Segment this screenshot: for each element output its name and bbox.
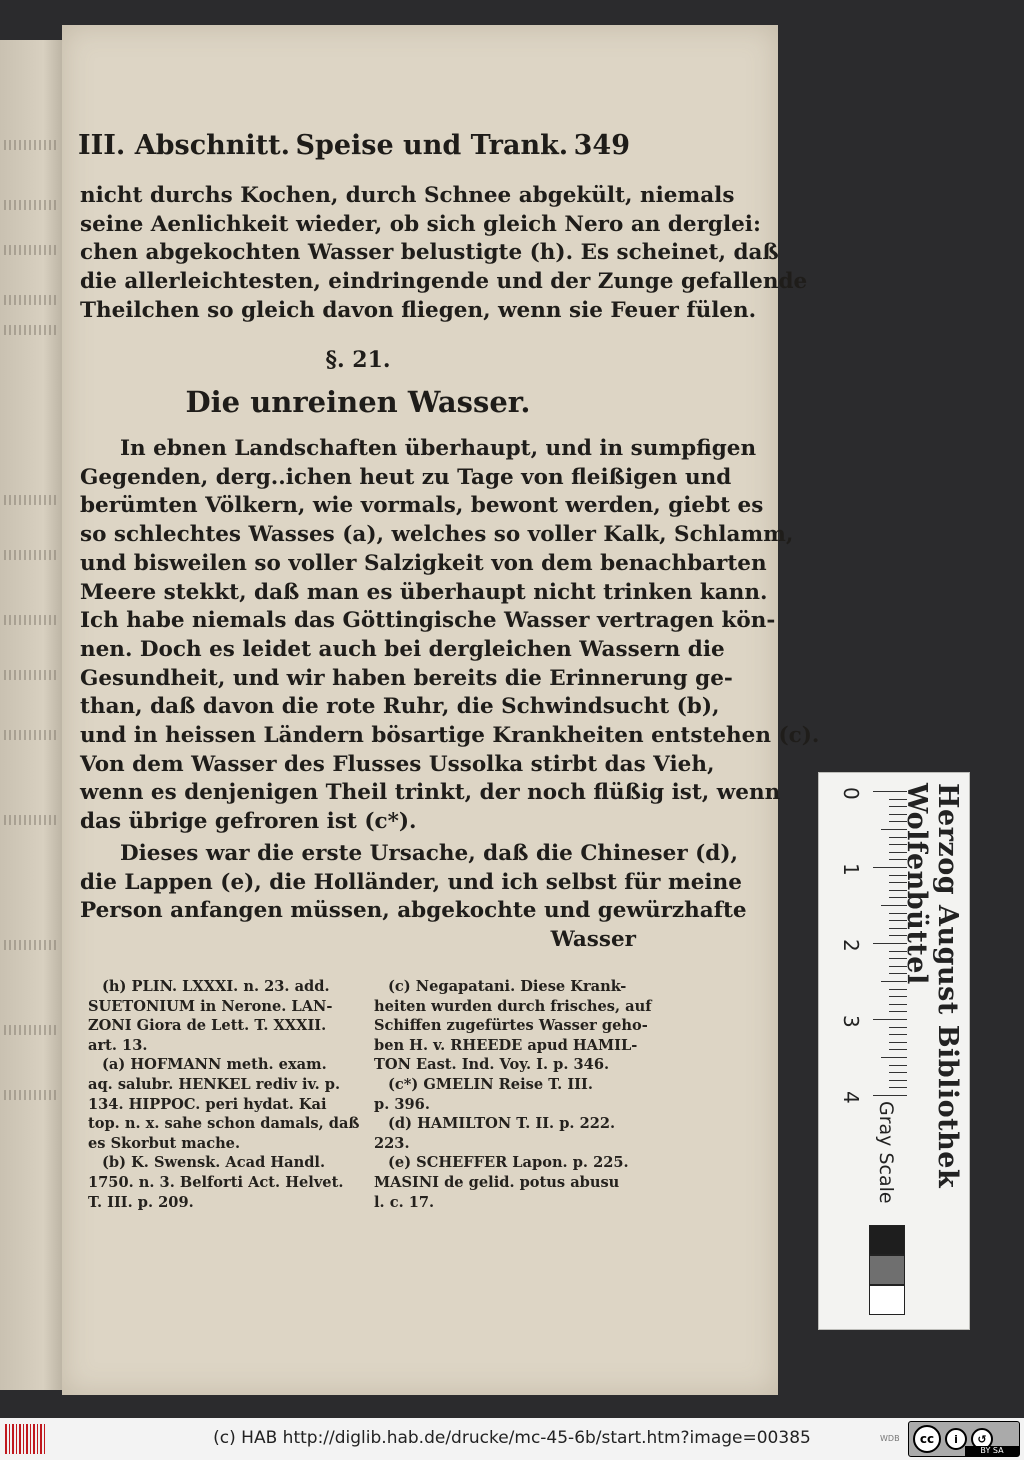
wdb-label: WDB bbox=[880, 1434, 900, 1443]
text-line: In ebnen Landschaften überhaupt, und in sumpfigen bbox=[120, 436, 757, 461]
ruler-tick bbox=[873, 1019, 907, 1020]
text-line: berümten Völkern, wie vormals, bewont werden, giebt es bbox=[80, 493, 764, 519]
footnote-line: aq. salubr. HENKEL rediv iv. p. bbox=[88, 1075, 341, 1093]
footnote-line: art. 13. bbox=[88, 1036, 148, 1054]
text-line: nicht durchs Kochen, durch Schnee abgekült, niemals bbox=[80, 183, 735, 208]
ruler-tick bbox=[873, 1095, 907, 1096]
ruler-tick bbox=[889, 1034, 907, 1035]
cc-icon: cc bbox=[913, 1425, 941, 1453]
credit-link[interactable]: (c) HAB http://diglib.hab.de/drucke/mc-45-6b/start.htm?image=00385 bbox=[213, 1428, 811, 1448]
text-line: seine Aenlichkeit wieder, ob sich gleich Nero an derglei: bbox=[80, 211, 761, 237]
footnote-line: (a) HOFMANN meth. exam. bbox=[102, 1056, 327, 1074]
footnote-line: 1750. n. 3. Belforti Act. Helvet. bbox=[88, 1173, 344, 1191]
text-line: und in heissen Ländern bösartige Krankheiten entstehen (c). bbox=[80, 723, 820, 749]
ruler-number: 2 bbox=[839, 939, 863, 952]
scale-bar bbox=[818, 772, 970, 1330]
ruler-number: 1 bbox=[839, 863, 863, 876]
gray-swatches bbox=[869, 1225, 905, 1315]
section-title: Die unreinen Wasser. bbox=[185, 385, 531, 419]
catchword: Wasser bbox=[550, 927, 636, 953]
text-line: Von dem Wasser des Flusses Ussolka stirbt das Vieh, bbox=[80, 751, 715, 777]
text-line: Gesundheit, und wir haben bereits die Erinnerung ge- bbox=[80, 665, 733, 691]
footnote-line: heiten wurden durch frisches, auf bbox=[374, 997, 652, 1015]
footnote-line: SUETONIUM in Nerone. LAN- bbox=[88, 997, 333, 1015]
text-line: Ich habe niemals das Göttingische Wasser vertragen kön- bbox=[80, 608, 776, 634]
paragraph bbox=[80, 435, 820, 837]
ruler-number: 0 bbox=[839, 787, 863, 800]
footnote-line: T. III. p. 209. bbox=[88, 1193, 194, 1211]
ruler-number: 3 bbox=[839, 1015, 863, 1028]
text-line: nen. Doch es leidet auch bei dergleichen Wassern die bbox=[80, 636, 725, 662]
text-line: das übrige gefroren ist (c*). bbox=[80, 809, 417, 835]
ruler-tick bbox=[889, 1049, 907, 1050]
paragraph-continued bbox=[80, 182, 808, 326]
footnote-line: (e) SCHEFFER Lapon. p. 225. bbox=[388, 1154, 629, 1172]
text-line: die Lappen (e), die Holländer, und ich selbst für meine bbox=[80, 869, 742, 895]
chapter-heading: III. Abschnitt. bbox=[78, 130, 291, 161]
ruler-tick bbox=[889, 1065, 907, 1066]
gray-scale-label: Gray Scale bbox=[875, 1101, 897, 1204]
cc-license-badge[interactable] bbox=[908, 1421, 1020, 1457]
library-name: Herzog August Bibliothek Wolfenbüttel bbox=[901, 783, 963, 1189]
ruler-tick bbox=[889, 1011, 907, 1012]
footnote-line: 134. HIPPOC. peri hydat. Kai bbox=[88, 1095, 327, 1113]
ruler-tick bbox=[889, 1072, 907, 1073]
text-line: wenn es denjenigen Theil trinkt, der noch flüßig ist, wenn bbox=[80, 780, 781, 806]
section-number: §. 21. bbox=[325, 347, 391, 373]
text-line: und bisweilen so voller Salzigkeit von dem benachbarten bbox=[80, 550, 767, 576]
footnote-line: l. c. 17. bbox=[374, 1193, 435, 1211]
footer-bar bbox=[0, 1418, 1024, 1460]
text-line: chen abgekochten Wasser belustigte (h). Es scheinet, daß bbox=[80, 240, 779, 266]
text-line: Person anfangen müssen, abgekochte und gewürzhafte bbox=[80, 898, 747, 924]
ruler bbox=[829, 781, 907, 1104]
text-line: die allerleichtesten, eindringende und der Zunge gefallende bbox=[80, 269, 808, 295]
ruler-tick bbox=[889, 989, 907, 990]
footnote-line: ZONI Giora de Lett. T. XXXII. bbox=[88, 1017, 327, 1035]
text-line: than, daß davon die rote Ruhr, die Schwindsucht (b), bbox=[80, 694, 720, 720]
text-line: Dieses war die erste Ursache, daß die Chineser (d), bbox=[120, 841, 738, 866]
running-title: Speise und Trank. bbox=[295, 130, 569, 161]
footnotes-left-column bbox=[88, 977, 366, 1212]
footnote-line: (d) HAMILTON T. II. p. 222. bbox=[388, 1115, 616, 1133]
footnote-line: top. n. x. sahe schon damals, daß bbox=[88, 1115, 360, 1133]
ruler-tick bbox=[889, 996, 907, 997]
footnotes-right-column bbox=[374, 977, 652, 1212]
ruler-tick bbox=[889, 1042, 907, 1043]
swatch-black bbox=[869, 1225, 905, 1255]
license-labels: BY SA bbox=[965, 1446, 1019, 1456]
ruler-tick bbox=[881, 1057, 907, 1058]
ruler-tick bbox=[889, 1080, 907, 1081]
footnote-line: Schiffen zugefürtes Wasser geho- bbox=[374, 1017, 648, 1035]
footnote-line: TON East. Ind. Voy. I. p. 346. bbox=[374, 1056, 610, 1074]
footnote-line: ben H. v. RHEEDE apud HAMIL- bbox=[374, 1036, 638, 1054]
footnote-line: (c) Negapatani. Diese Krank- bbox=[388, 978, 627, 995]
footnote-line: es Skorbut mache. bbox=[88, 1134, 241, 1152]
ruler-tick bbox=[889, 1004, 907, 1005]
footnote-line: (b) K. Swensk. Acad Handl. bbox=[102, 1154, 326, 1172]
swatch-gray bbox=[869, 1255, 905, 1285]
ruler-number: 4 bbox=[839, 1091, 863, 1104]
swatch-white bbox=[869, 1285, 905, 1315]
page-number: 349 bbox=[573, 130, 630, 161]
ruler-tick bbox=[889, 1087, 907, 1088]
footnote-line: (h) PLIN. LXXXI. n. 23. add. bbox=[102, 978, 330, 995]
text-line: Meere stekkt, daß man es überhaupt nicht trinken kann. bbox=[80, 579, 768, 605]
footnote-line: 223. bbox=[374, 1134, 410, 1152]
footnote-line: p. 396. bbox=[374, 1095, 430, 1113]
page-header bbox=[78, 130, 630, 174]
text-line: Gegenden, derg..ichen heut zu Tage von fleißigen und bbox=[80, 464, 732, 490]
by-icon: i bbox=[945, 1428, 967, 1450]
text-line: Theilchen so gleich davon fliegen, wenn sie Feuer fülen. bbox=[80, 297, 757, 323]
book-page bbox=[62, 25, 820, 1395]
sa-icon: ↺ bbox=[971, 1428, 993, 1450]
previous-page-edge bbox=[0, 40, 62, 1390]
ruler-tick bbox=[889, 1027, 907, 1028]
text-line: so schlechtes Wasses (a), welches so voller Kalk, Schlamm, bbox=[80, 522, 794, 548]
paragraph bbox=[80, 840, 747, 955]
footnote-line: MASINI de gelid. potus abusu bbox=[374, 1173, 620, 1191]
footnote-line: (c*) GMELIN Reise T. III. bbox=[388, 1075, 593, 1093]
